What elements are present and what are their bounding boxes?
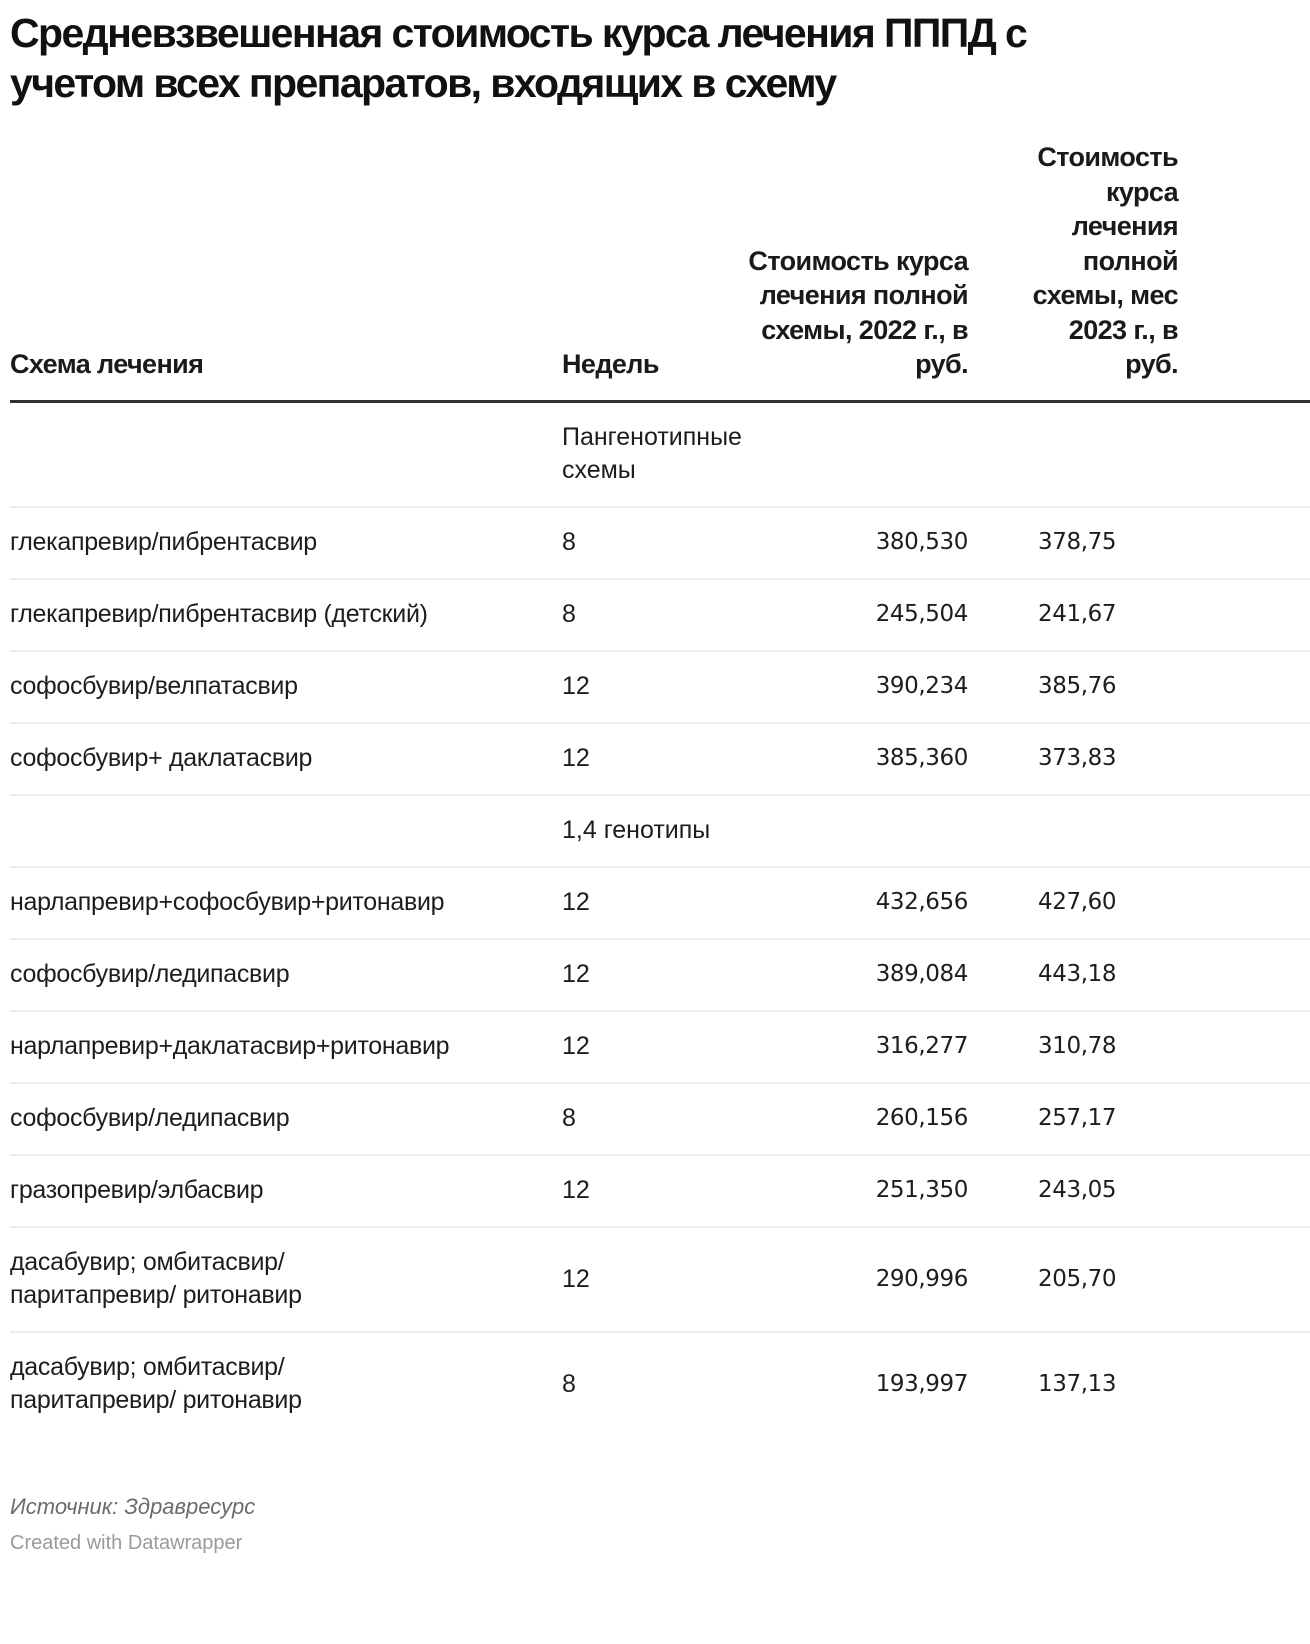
cost-2022-cell: 385,360 xyxy=(748,723,968,795)
column-header-spacer xyxy=(1178,140,1310,401)
table-row xyxy=(10,579,1310,651)
group-empty-cell xyxy=(10,795,562,867)
spacer-cell xyxy=(1178,939,1310,1011)
spacer-cell xyxy=(1178,1155,1310,1227)
weeks-cell: 12 xyxy=(562,1227,748,1332)
scheme-cell: глекапревир/пибрентасвир xyxy=(10,507,562,579)
cost-2023-cell: 310,78 xyxy=(968,1011,1178,1083)
table-row xyxy=(10,1227,1310,1332)
cost-2022-cell: 390,234 xyxy=(748,651,968,723)
spacer-cell xyxy=(1178,867,1310,939)
group-empty-cell xyxy=(968,795,1310,867)
weeks-cell: 8 xyxy=(562,507,748,579)
column-header-scheme: Схема лечения xyxy=(10,140,562,401)
table-row xyxy=(10,939,1310,1011)
data-table-container xyxy=(10,140,1178,1480)
scheme-cell: гразопревир/элбасвир xyxy=(10,1155,562,1227)
spacer-cell xyxy=(1178,507,1310,579)
table-row xyxy=(10,723,1310,795)
cost-2023-cell: 241,67 xyxy=(968,579,1178,651)
scheme-cell: софосбувир/ледипасвир xyxy=(10,939,562,1011)
source-note: Источник: Здравресурс xyxy=(10,1494,256,1519)
spacer-cell xyxy=(1178,1083,1310,1155)
table-body xyxy=(10,401,1310,1436)
weeks-cell: 12 xyxy=(562,939,748,1011)
scheme-cell: софосбувир/велпатасвир xyxy=(10,651,562,723)
scheme-cell: дасабувир; омбитасвир/ паритапревир/ ритонавир xyxy=(10,1353,302,1414)
spacer-cell xyxy=(1178,651,1310,723)
cost-2022-cell: 251,350 xyxy=(748,1155,968,1227)
cost-2023-cell: 205,70 xyxy=(968,1227,1178,1332)
scheme-cell: нарлапревир+даклатасвир+ритонавир xyxy=(10,1011,562,1083)
table-header-row xyxy=(10,140,1310,401)
weeks-cell: 12 xyxy=(562,1155,748,1227)
cost-2022-cell: 380,530 xyxy=(748,507,968,579)
weeks-cell: 12 xyxy=(562,867,748,939)
spacer-cell xyxy=(1178,579,1310,651)
cost-2023-cell: 137,13 xyxy=(1038,1370,1117,1397)
table-row xyxy=(10,1332,1310,1436)
cost-2022-cell: 316,277 xyxy=(748,1011,968,1083)
group-header-row xyxy=(10,795,1310,867)
weeks-cell: 8 xyxy=(562,1083,748,1155)
spacer-cell xyxy=(1178,1332,1310,1436)
scheme-cell: софосбувир+ даклатасвир xyxy=(10,723,562,795)
table-row xyxy=(10,507,1310,579)
chart-title: Средневзвешенная стоимость курса лечения ПППД с учетом всех препаратов, входящих в схему xyxy=(10,10,1027,106)
scheme-cell: нарлапревир+софосбувир+ритонавир xyxy=(10,867,562,939)
spacer-cell xyxy=(1178,723,1310,795)
cost-2023-cell: 243,05 xyxy=(968,1155,1178,1227)
cost-2023-cell: 378,75 xyxy=(968,507,1178,579)
cost-2023-cell: 373,83 xyxy=(968,723,1178,795)
weeks-cell: 12 xyxy=(562,651,748,723)
weeks-cell: 8 xyxy=(562,579,748,651)
cost-2022-cell: 245,504 xyxy=(748,579,968,651)
cost-2022-cell: 193,997 xyxy=(875,1370,968,1397)
group-empty-cell xyxy=(10,401,562,507)
weeks-cell: 12 xyxy=(562,723,748,795)
column-header-cost-2023: Стоимость курса лечения полной схемы, мес 2023 г., в руб. xyxy=(968,140,1178,401)
table-row xyxy=(10,1155,1310,1227)
column-header-weeks: Недель xyxy=(562,140,748,401)
group-label: Пангенотипные схемы xyxy=(562,401,968,507)
table-row xyxy=(10,867,1310,939)
cost-2023-cell: 385,76 xyxy=(968,651,1178,723)
cost-2023-cell: 427,60 xyxy=(968,867,1178,939)
spacer-cell xyxy=(1178,1011,1310,1083)
weeks-cell: 8 xyxy=(562,1369,576,1398)
spacer-cell xyxy=(1178,1227,1310,1332)
cost-2022-cell: 432,656 xyxy=(748,867,968,939)
group-label: 1,4 генотипы xyxy=(562,795,968,867)
group-header-row xyxy=(10,401,1310,507)
scheme-cell: софосбувир/ледипасвир xyxy=(10,1083,562,1155)
table-row xyxy=(10,1083,1310,1155)
column-header-cost-2022: Стоимость курса лечения полной схемы, 2022 г., в руб. xyxy=(748,140,968,401)
datawrapper-credit[interactable]: Created with Datawrapper xyxy=(10,1532,243,1554)
cost-2023-cell: 257,17 xyxy=(968,1083,1178,1155)
data-table xyxy=(10,140,1310,1436)
scheme-cell: глекапревир/пибрентасвир (детский) xyxy=(10,579,562,651)
group-empty-cell xyxy=(968,401,1310,507)
cost-2022-cell: 290,996 xyxy=(748,1227,968,1332)
cost-2023-cell: 443,18 xyxy=(968,939,1178,1011)
weeks-cell: 12 xyxy=(562,1011,748,1083)
table-row xyxy=(10,651,1310,723)
table-row xyxy=(10,1011,1310,1083)
cost-2022-cell: 260,156 xyxy=(748,1083,968,1155)
scheme-cell: дасабувир; омбитасвир/ паритапревир/ ритонавир xyxy=(10,1227,562,1332)
cost-2022-cell: 389,084 xyxy=(748,939,968,1011)
